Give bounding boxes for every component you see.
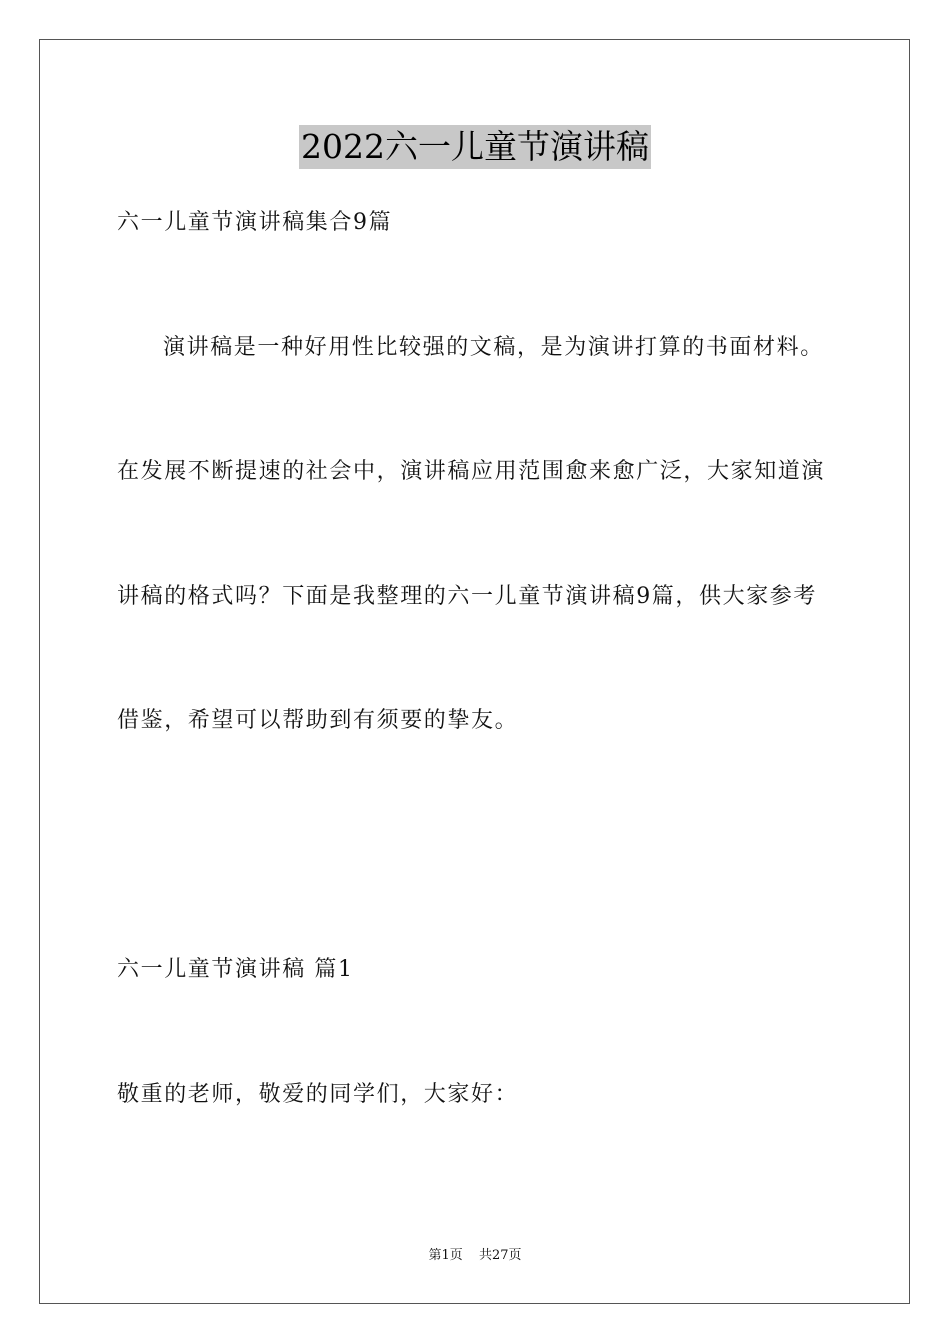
intro-line-1: 演讲稿是一种好用性比较强的文稿，是为演讲打算的书面材料。 xyxy=(163,335,824,360)
intro-line-4: 借鉴，希望可以帮助到有须要的挚友。 xyxy=(117,708,519,733)
document-title: 2022六一儿童节演讲稿 xyxy=(299,125,651,169)
page-number: 第1页 xyxy=(428,1248,463,1263)
intro-line-3: 讲稿的格式吗？下面是我整理的六一儿童节演讲稿9篇，供大家参考 xyxy=(117,584,817,609)
intro-line-2: 在发展不断提速的社会中，演讲稿应用范围愈来愈广泛，大家知道演 xyxy=(117,459,826,484)
total-pages: 共27页 xyxy=(478,1248,522,1263)
page-footer xyxy=(0,1247,950,1265)
section-heading: 六一儿童节演讲稿 篇1 xyxy=(117,957,354,982)
greeting-line: 敬重的老师，敬爱的同学们，大家好： xyxy=(117,1082,519,1107)
document-subtitle: 六一儿童节演讲稿集合9篇 xyxy=(117,210,393,235)
title-wrapper xyxy=(0,125,950,169)
